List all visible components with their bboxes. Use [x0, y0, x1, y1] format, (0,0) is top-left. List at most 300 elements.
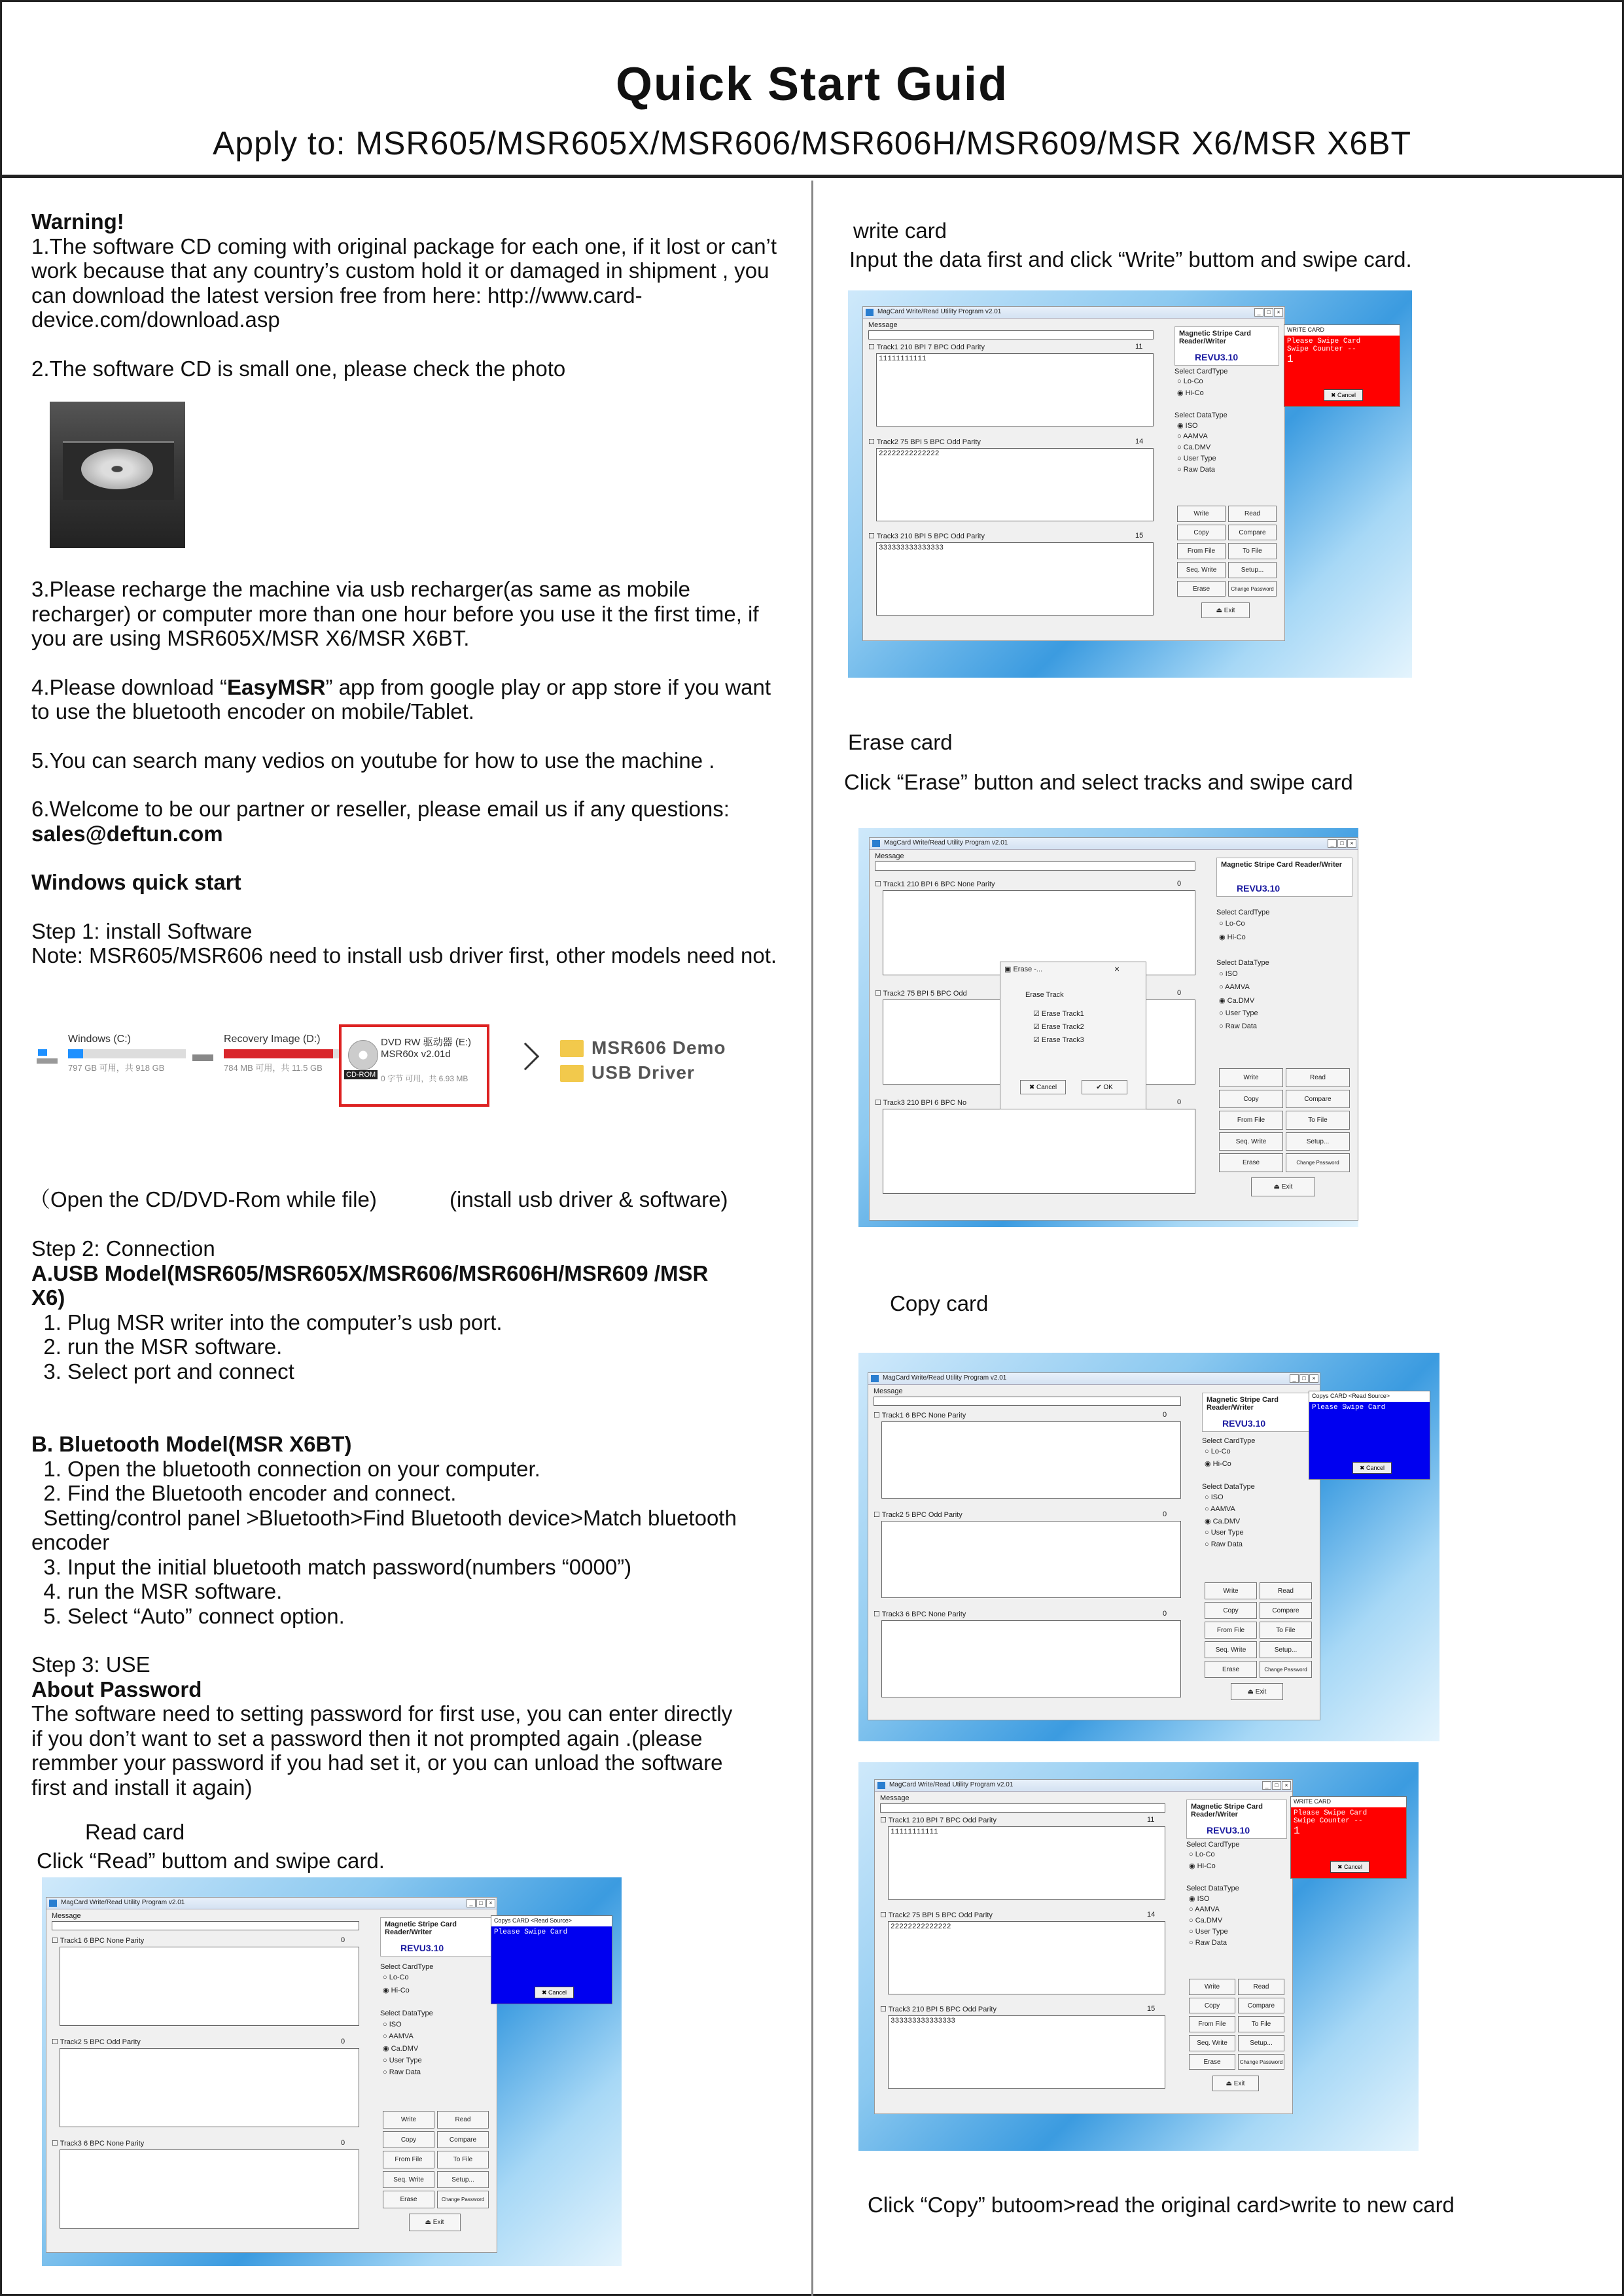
step2-title: Step 2: Connection	[31, 1236, 215, 1261]
exit-button[interactable]: ⏏ Exit	[1212, 2076, 1259, 2092]
track-length: 0	[1177, 879, 1182, 888]
popup-line: Swipe Counter --	[1287, 345, 1356, 353]
about-password-title: About Password	[31, 1677, 202, 1701]
app-button-seq-write[interactable]: Seq. Write	[1177, 562, 1226, 578]
software-cd-photo	[50, 402, 185, 548]
datatype-radio[interactable]: ○ ISO	[383, 2020, 402, 2028]
message-label: Message	[868, 321, 898, 329]
close-icon[interactable]: ×	[1274, 308, 1283, 317]
app-button-to-file[interactable]: To File	[1260, 1622, 1312, 1639]
app-button-to-file[interactable]: To File	[1228, 543, 1277, 559]
erase-card-text: Click “Erase” button and select tracks and swipe card	[844, 770, 1353, 794]
track-field[interactable]	[876, 542, 1154, 616]
drive-e-sub: 0 字节 可用，共 6.93 MB	[381, 1074, 468, 1083]
ok-button[interactable]: ✔ OK	[1082, 1080, 1127, 1094]
app-window	[868, 1372, 1320, 1720]
track-length: 14	[1135, 437, 1144, 445]
usb-model-title: A.USB Model(MSR605/MSR605X/MSR606/MSR606H/MSR609 /MSR X6)	[31, 1261, 709, 1310]
datatype-radio[interactable]: ○ ISO	[1219, 970, 1238, 979]
track-label: ☐ Track1 6 BPC None Parity	[52, 1937, 145, 1945]
paragraph-3: 3.Please recharge the machine via usb recharger(as same as mobile recharger) or computer more than one hour before you use it the first time, if you are using MSR605X/MSR X6/MSR X6BT.	[31, 577, 759, 650]
cancel-button[interactable]: ✖ Cancel	[1330, 1861, 1369, 1873]
app-title-bar	[868, 1373, 1320, 1385]
app-button-compare[interactable]: Compare	[1260, 1602, 1312, 1619]
maximize-icon[interactable]: □	[1272, 1781, 1281, 1790]
copy-card-popup	[1309, 1391, 1430, 1480]
maximize-icon[interactable]: □	[1264, 308, 1273, 317]
track-data: 333333333333333	[879, 544, 944, 552]
revision-label: REVU3.10	[1222, 1418, 1266, 1429]
brand-label: Magnetic Stripe Card Reader/Writer	[1191, 1803, 1263, 1818]
minimize-icon[interactable]: _	[1328, 839, 1337, 848]
app-button-erase[interactable]: Erase	[1189, 2054, 1235, 2070]
track-length: 0	[1177, 989, 1182, 997]
exit-button[interactable]: ⏏ Exit	[1251, 1177, 1315, 1196]
apply-to-line: Apply to: MSR605/MSR605X/MSR606/MSR606H/MSR609/MSR X6/MSR X6BT	[212, 125, 1412, 162]
app-button-erase[interactable]: Erase	[383, 2191, 434, 2208]
datatype-radio[interactable]: ○ AAMVA	[1189, 1905, 1220, 1913]
popup-body	[491, 1926, 612, 2004]
erase-track-checkbox[interactable]: ☑ Erase Track2	[1033, 1023, 1084, 1031]
read-card-screenshot	[42, 1877, 622, 2266]
window-controls	[1262, 1781, 1291, 1790]
track-label: ☐ Track1 6 BPC None Parity	[874, 1412, 966, 1419]
message-field[interactable]	[52, 1921, 359, 1930]
popup-title: WRITE CARD	[1284, 325, 1400, 336]
datatype-radio[interactable]: ○ Raw Data	[383, 2068, 421, 2077]
write-card-text: Input the data first and click “Write” buttom and swipe card.	[849, 247, 1412, 271]
chevron-right-icon	[512, 1043, 539, 1070]
datatype-radio[interactable]: ○ Ca.DMV	[1189, 1917, 1223, 1924]
cancel-button[interactable]: ✖ Cancel	[535, 1987, 574, 1998]
header	[0, 0, 1624, 178]
app-button-copy[interactable]: Copy	[1219, 1090, 1283, 1109]
popup-body	[1291, 1807, 1406, 1878]
hico-radio[interactable]: ◉ Hi-Co	[1219, 933, 1246, 942]
track-label: ☐ Track2 5 BPC Odd Parity	[52, 2038, 141, 2047]
popup-title: Copys CARD <Read Source>	[1309, 1391, 1430, 1402]
exit-button[interactable]: ⏏ Exit	[1231, 1683, 1283, 1700]
windows-quick-start-title: Windows quick start	[31, 870, 241, 894]
close-icon[interactable]: ×	[1282, 1781, 1291, 1790]
erase-track-checkbox[interactable]: ☑ Erase Track3	[1033, 1036, 1084, 1044]
track-field[interactable]	[60, 2149, 359, 2228]
app-button-read[interactable]: Read	[1228, 506, 1277, 522]
datatype-radio[interactable]: ◉ Ca.DMV	[1205, 1518, 1241, 1525]
brand-panel	[1202, 1393, 1315, 1432]
popup-counter: 1	[1287, 353, 1294, 365]
minimize-icon[interactable]: _	[1254, 308, 1263, 317]
track-length: 0	[341, 2139, 345, 2148]
app-button-write[interactable]: Write	[1189, 1979, 1235, 1995]
close-icon[interactable]: ×	[1347, 839, 1356, 848]
datatype-radio[interactable]: ◉ Ca.DMV	[383, 2045, 419, 2053]
datatype-radio[interactable]: ○ Raw Data	[1177, 466, 1215, 474]
cardtype-label: Select CardType	[380, 1962, 434, 1971]
app-button-erase[interactable]: Erase	[1205, 1661, 1257, 1678]
folder-icon	[560, 1065, 584, 1082]
left-column-cont	[31, 577, 784, 968]
app-button-seq-write[interactable]: Seq. Write	[1219, 1132, 1283, 1151]
minimize-icon[interactable]: _	[1290, 1374, 1299, 1383]
cancel-button[interactable]: ✖ Cancel	[1352, 1462, 1392, 1474]
window-controls	[1290, 1374, 1318, 1383]
copy-card-text: Click “Copy” butoom>read the original card>write to new card	[868, 2193, 1455, 2217]
brand-panel	[1186, 1800, 1287, 1839]
app-title: MagCard Write/Read Utility Program v2.01	[884, 839, 1008, 846]
app-window	[46, 1897, 497, 2253]
copy-card-title: Copy card	[890, 1291, 989, 1315]
popup-counter: 1	[1294, 1825, 1300, 1837]
popup-body	[1309, 1402, 1430, 1479]
track-length: 0	[1163, 1510, 1167, 1518]
track-data: 333333333333333	[891, 2017, 956, 2025]
app-title-bar	[875, 1780, 1292, 1792]
track-data: 11111111111	[879, 355, 927, 364]
brand-panel	[1174, 326, 1279, 366]
bt-item-5: 4. run the MSR software.	[31, 1579, 283, 1603]
drives-strip	[31, 1020, 758, 1112]
bt-item-4: 3. Input the initial bluetooth match password(numbers “0000”)	[31, 1554, 632, 1579]
step1-note: Note: MSR605/MSR606 need to install usb driver first, other models need not.	[31, 943, 777, 967]
app-button-change-password[interactable]: Change Password	[1260, 1661, 1312, 1678]
app-icon	[49, 1900, 57, 1907]
window-controls	[1254, 308, 1283, 317]
dvd-drive-highlight[interactable]	[339, 1024, 489, 1107]
copy-write-screenshot	[858, 1762, 1419, 2151]
app-button-write[interactable]: Write	[1177, 506, 1226, 522]
window-controls	[1328, 839, 1356, 848]
erase-card-title: Erase card	[848, 730, 953, 754]
close-icon[interactable]: ×	[486, 1899, 495, 1907]
cardtype-label: Select CardType	[1186, 1841, 1240, 1849]
datatype-radio[interactable]: ○ Raw Data	[1189, 1939, 1227, 1947]
app-button-erase[interactable]: Erase	[1219, 1153, 1283, 1172]
app-button-read[interactable]: Read	[1260, 1582, 1312, 1599]
track-data: 11111111111	[891, 1828, 938, 1837]
track-label: ☐ Track3 6 BPC None Parity	[874, 1610, 966, 1618]
erase-dialog	[1000, 962, 1146, 1109]
drive-c[interactable]: Windows (C:) 797 GB 可用，共 918 GB	[68, 1034, 186, 1073]
message-field[interactable]	[875, 861, 1195, 871]
datatype-radio[interactable]: ○ User Type	[1189, 1928, 1228, 1936]
maximize-icon[interactable]: □	[476, 1899, 485, 1907]
hico-radio[interactable]: ◉ Hi-Co	[1177, 389, 1204, 398]
exit-button[interactable]: ⏏ Exit	[1201, 602, 1250, 619]
datatype-radio[interactable]: ○ User Type	[383, 2056, 422, 2064]
step3-title: Step 3: USE	[31, 1652, 150, 1677]
message-label: Message	[880, 1794, 909, 1802]
app-button-to-file[interactable]: To File	[1238, 2016, 1284, 2032]
cd-disc-icon	[81, 449, 153, 489]
cardtype-label: Select CardType	[1174, 368, 1228, 376]
app-button-setup-[interactable]: Setup...	[1228, 562, 1277, 578]
warning-title: Warning!	[31, 209, 124, 234]
datatype-label: Select DataType	[380, 2009, 433, 2018]
cdrom-tag: CD-ROM	[344, 1070, 378, 1079]
erase-track-checkbox[interactable]: ☑ Erase Track1	[1033, 1010, 1084, 1018]
popup-line: Please Swipe Card	[1294, 1809, 1368, 1817]
track-field[interactable]	[881, 1620, 1181, 1697]
brand-panel	[380, 1917, 491, 1957]
datatype-radio[interactable]: ○ ISO	[1205, 1493, 1224, 1501]
cardtype-label: Select CardType	[1216, 908, 1270, 916]
revision-label: REVU3.10	[1237, 883, 1280, 894]
loco-radio[interactable]: ○ Lo-Co	[1189, 1851, 1215, 1859]
popup-line: Please Swipe Card	[1287, 338, 1361, 345]
windows-drive-icon	[35, 1047, 59, 1066]
brand-label: Magnetic Stripe Card Reader/Writer	[1221, 861, 1343, 869]
folder-msr606-demo[interactable]: MSR606 Demo	[591, 1037, 726, 1058]
app-button-from-file[interactable]: From File	[383, 2151, 434, 2168]
revision-label: REVU3.10	[400, 1943, 444, 1953]
hico-radio[interactable]: ◉ Hi-Co	[1205, 1460, 1231, 1468]
app-button-setup-[interactable]: Setup...	[1260, 1641, 1312, 1658]
track-field[interactable]	[881, 1421, 1181, 1499]
app-button-copy[interactable]: Copy	[383, 2131, 434, 2149]
paragraph-1: 1.The software CD coming with original package for each one, if it lost or can’t work because that any country’s custom hold it or damaged in shipment , you can download the latest version free from here: http://www.card-device.com/download.asp	[31, 234, 777, 332]
paragraph-6: 6.Welcome to be our partner or reseller, please email us if any questions: sales@deftun.com	[31, 797, 730, 846]
track-length: 0	[1177, 1098, 1182, 1107]
erase-card-screenshot	[858, 828, 1358, 1227]
popup-line: Please Swipe Card	[494, 1928, 568, 1936]
app-button-from-file[interactable]: From File	[1219, 1111, 1283, 1130]
bt-item-3: Setting/control panel >Bluetooth>Find Bluetooth device>Match bluetooth encoder	[31, 1505, 743, 1554]
erase-dialog-title: ▣ Erase -...	[1004, 965, 1043, 973]
app-button-change-password[interactable]: Change Password	[1238, 2054, 1284, 2070]
datatype-radio[interactable]: ◉ ISO	[1177, 421, 1198, 430]
brand-panel	[1216, 858, 1352, 897]
track-label: ☐ Track2 75 BPI 5 BPC Odd Parity	[868, 438, 981, 446]
maximize-icon[interactable]: □	[1337, 839, 1347, 848]
usb-item-2: 2. run the MSR software.	[31, 1334, 283, 1359]
close-icon[interactable]: ×	[1309, 1374, 1318, 1383]
step1-title: Step 1: install Software	[31, 918, 253, 943]
app-window	[874, 1779, 1293, 2114]
cancel-button[interactable]: ✖ Cancel	[1324, 389, 1363, 401]
loco-radio[interactable]: ○ Lo-Co	[1219, 920, 1245, 928]
left-column-step2	[31, 1236, 743, 1800]
track-label: ☐ Track1 210 BPI 7 BPC Odd Parity	[868, 343, 985, 352]
app-button-write[interactable]: Write	[1219, 1068, 1283, 1087]
folder-usb-driver[interactable]: USB Driver	[591, 1062, 695, 1083]
app-button-from-file[interactable]: From File	[1205, 1622, 1257, 1639]
popup-body	[1284, 336, 1400, 406]
track-field[interactable]	[888, 2015, 1165, 2089]
datatype-radio[interactable]: ○ User Type	[1219, 1009, 1258, 1017]
app-title-bar	[863, 307, 1284, 319]
app-button-from-file[interactable]: From File	[1189, 2016, 1235, 2032]
app-button-compare[interactable]: Compare	[1228, 525, 1277, 541]
datatype-label: Select DataType	[1216, 958, 1269, 967]
revision-label: REVU3.10	[1195, 352, 1239, 362]
erase-track-label: Erase Track	[1025, 991, 1064, 999]
track-label: ☐ Track2 5 BPC Odd Parity	[874, 1511, 962, 1519]
track-field[interactable]	[876, 448, 1154, 521]
folder-icon	[560, 1040, 584, 1057]
app-button-write[interactable]: Write	[383, 2111, 434, 2129]
track-field[interactable]	[876, 353, 1154, 426]
track-label: ☐ Track1 210 BPI 6 BPC None Parity	[875, 880, 995, 888]
track-length: 14	[1147, 1910, 1156, 1919]
track-label: ☐ Track3 210 BPI 5 BPC Odd Parity	[880, 2005, 997, 2013]
app-button-change-password[interactable]: Change Password	[1286, 1153, 1350, 1172]
page-title: Quick Start Guid	[615, 58, 1009, 111]
app-title-bar	[46, 1898, 497, 1909]
track-length: 11	[1135, 343, 1143, 351]
track-field[interactable]	[60, 1947, 359, 2025]
datatype-radio[interactable]: ○ Ca.DMV	[1177, 444, 1211, 451]
datatype-radio[interactable]: ◉ Ca.DMV	[1219, 997, 1255, 1005]
app-button-read[interactable]: Read	[437, 2111, 489, 2129]
datatype-radio[interactable]: ◉ ISO	[1189, 1894, 1210, 1903]
app-button-setup-[interactable]: Setup...	[437, 2171, 489, 2189]
track-label: ☐ Track2 75 BPI 5 BPC Odd Parity	[880, 1911, 993, 1919]
track-field[interactable]	[60, 2048, 359, 2127]
revision-label: REVU3.10	[1207, 1825, 1250, 1835]
datatype-radio[interactable]: ○ Raw Data	[1205, 1540, 1243, 1548]
popup-title: Copys CARD <Read Source>	[491, 1916, 612, 1926]
message-field[interactable]	[880, 1803, 1165, 1813]
app-button-to-file[interactable]: To File	[437, 2151, 489, 2168]
app-title-bar	[870, 838, 1358, 850]
app-title: MagCard Write/Read Utility Program v2.01	[877, 308, 1002, 315]
window-controls	[467, 1899, 495, 1907]
track-length: 0	[341, 1936, 345, 1945]
datatype-radio[interactable]: ○ AAMVA	[383, 2032, 414, 2041]
exit-button[interactable]: ⏏ Exit	[409, 2214, 461, 2231]
cancel-button[interactable]: ✖ Cancel	[1020, 1080, 1066, 1094]
track-length: 0	[1163, 1610, 1167, 1618]
left-column	[31, 209, 784, 381]
app-button-change-password[interactable]: Change Password	[437, 2191, 489, 2208]
app-window	[862, 306, 1285, 641]
read-card-title: Read card	[85, 1820, 185, 1844]
app-title: MagCard Write/Read Utility Program v2.01	[889, 1781, 1014, 1788]
drive-d[interactable]: Recovery Image (D:) 784 MB 可用，共 11.5 GB	[224, 1034, 342, 1073]
app-icon	[871, 1375, 879, 1382]
datatype-label: Select DataType	[1202, 1483, 1255, 1491]
track-label: ☐ Track3 210 BPI 5 BPC Odd Parity	[868, 532, 985, 540]
app-button-compare[interactable]: Compare	[1286, 1090, 1350, 1109]
loco-radio[interactable]: ○ Lo-Co	[383, 1974, 409, 1982]
datatype-label: Select DataType	[1186, 1884, 1239, 1892]
track-label: ☐ Track1 210 BPI 7 BPC Odd Parity	[880, 1817, 997, 1825]
hico-radio[interactable]: ◉ Hi-Co	[1189, 1862, 1216, 1871]
app-button-seq-write[interactable]: Seq. Write	[1205, 1641, 1257, 1658]
caption-install-driver: (install usb driver & software)	[450, 1187, 728, 1211]
app-button-erase[interactable]: Erase	[1177, 581, 1226, 597]
usb-item-3: 3. Select port and connect	[31, 1359, 294, 1383]
paragraph-2: 2.The software CD is small one, please check the photo	[31, 356, 566, 381]
caption-open-cd: （Open the CD/DVD-Rom while file)	[29, 1187, 377, 1211]
bt-item-2: 2. Find the Bluetooth encoder and connect.	[31, 1481, 457, 1505]
recovery-drive-icon	[191, 1047, 215, 1066]
popup-line: Please Swipe Card	[1312, 1404, 1386, 1412]
message-field[interactable]	[874, 1397, 1181, 1406]
app-button-setup-[interactable]: Setup...	[1238, 2035, 1284, 2051]
password-text: The software need to setting password for first use, you can enter directly if you don’t want to set a password then it not prompted again .(please remmber your password if you had set it, or you can unload the software first and install it again)	[31, 1701, 733, 1800]
track-data: 22222222222222	[879, 449, 940, 458]
minimize-icon[interactable]: _	[467, 1899, 476, 1907]
track-field[interactable]	[881, 1521, 1181, 1598]
drive-e-label: DVD RW 驱动器 (E:) MSR60x v2.01d	[381, 1037, 472, 1060]
cardtype-label: Select CardType	[1202, 1437, 1256, 1445]
hico-radio[interactable]: ◉ Hi-Co	[383, 1986, 410, 1994]
track-length: 0	[341, 2038, 345, 2046]
app-icon	[866, 309, 874, 316]
app-button-compare[interactable]: Compare	[1238, 1998, 1284, 2014]
app-button-to-file[interactable]: To File	[1286, 1111, 1350, 1130]
app-button-change-password[interactable]: Change Password	[1228, 581, 1277, 597]
usb-item-1: 1. Plug MSR writer into the computer’s usb port.	[31, 1310, 503, 1334]
copy-card-popup	[491, 1915, 612, 2004]
brand-label: Magnetic Stripe Card Reader/Writer	[1207, 1396, 1279, 1412]
bt-item-1: 1. Open the bluetooth connection on your computer.	[31, 1456, 540, 1481]
copy-card-screenshot	[858, 1353, 1439, 1741]
app-button-read[interactable]: Read	[1238, 1979, 1284, 1995]
track-label: ☐ Track2 75 BPI 5 BPC Odd	[875, 990, 967, 998]
column-divider	[811, 181, 813, 2296]
app-button-read[interactable]: Read	[1286, 1068, 1350, 1087]
email-link[interactable]: sales@deftun.com	[31, 821, 223, 846]
app-button-copy[interactable]: Copy	[1177, 525, 1226, 541]
app-button-seq-write[interactable]: Seq. Write	[1189, 2035, 1235, 2051]
maximize-icon[interactable]: □	[1299, 1374, 1309, 1383]
cd-drive-icon	[348, 1040, 378, 1070]
app-icon	[877, 1782, 885, 1789]
track-data: 22222222222222	[891, 1922, 951, 1931]
datatype-radio[interactable]: ○ AAMVA	[1177, 432, 1208, 440]
loco-radio[interactable]: ○ Lo-Co	[1177, 377, 1203, 386]
close-icon[interactable]: ×	[1114, 964, 1120, 974]
minimize-icon[interactable]: _	[1262, 1781, 1271, 1790]
popup-title: WRITE CARD	[1291, 1797, 1406, 1807]
track-field[interactable]	[883, 1109, 1195, 1194]
write-card-popup	[1284, 324, 1400, 407]
app-button-write[interactable]: Write	[1205, 1582, 1257, 1599]
app-button-setup-[interactable]: Setup...	[1286, 1132, 1350, 1151]
write-card-popup	[1290, 1796, 1407, 1879]
datatype-radio[interactable]: ○ User Type	[1205, 1529, 1244, 1537]
message-label: Message	[874, 1387, 903, 1395]
message-field[interactable]	[868, 330, 1154, 339]
datatype-radio[interactable]: ○ User Type	[1177, 455, 1216, 463]
app-button-copy[interactable]: Copy	[1189, 1998, 1235, 2014]
track-length: 0	[1163, 1411, 1167, 1419]
message-label: Message	[875, 852, 904, 860]
app-button-copy[interactable]: Copy	[1205, 1602, 1257, 1619]
track-field[interactable]	[888, 1921, 1165, 1994]
track-length: 11	[1147, 1816, 1155, 1824]
paragraph-5: 5.You can search many vedios on youtube for how to use the machine .	[31, 748, 715, 773]
track-length: 15	[1135, 531, 1144, 540]
datatype-radio[interactable]: ○ AAMVA	[1219, 983, 1250, 992]
app-icon	[872, 840, 880, 847]
app-button-seq-write[interactable]: Seq. Write	[383, 2171, 434, 2189]
datatype-radio[interactable]: ○ Raw Data	[1219, 1022, 1257, 1030]
bt-item-6: 5. Select “Auto” connect option.	[31, 1603, 345, 1628]
track-label: ☐ Track3 6 BPC None Parity	[52, 2140, 145, 2148]
message-label: Message	[52, 1912, 81, 1920]
app-button-from-file[interactable]: From File	[1177, 543, 1226, 559]
brand-label: Magnetic Stripe Card Reader/Writer	[1179, 330, 1252, 345]
write-card-screenshot	[848, 290, 1412, 678]
loco-radio[interactable]: ○ Lo-Co	[1205, 1448, 1231, 1455]
datatype-radio[interactable]: ○ AAMVA	[1205, 1505, 1235, 1513]
app-button-compare[interactable]: Compare	[437, 2131, 489, 2149]
track-field[interactable]	[888, 1826, 1165, 1900]
